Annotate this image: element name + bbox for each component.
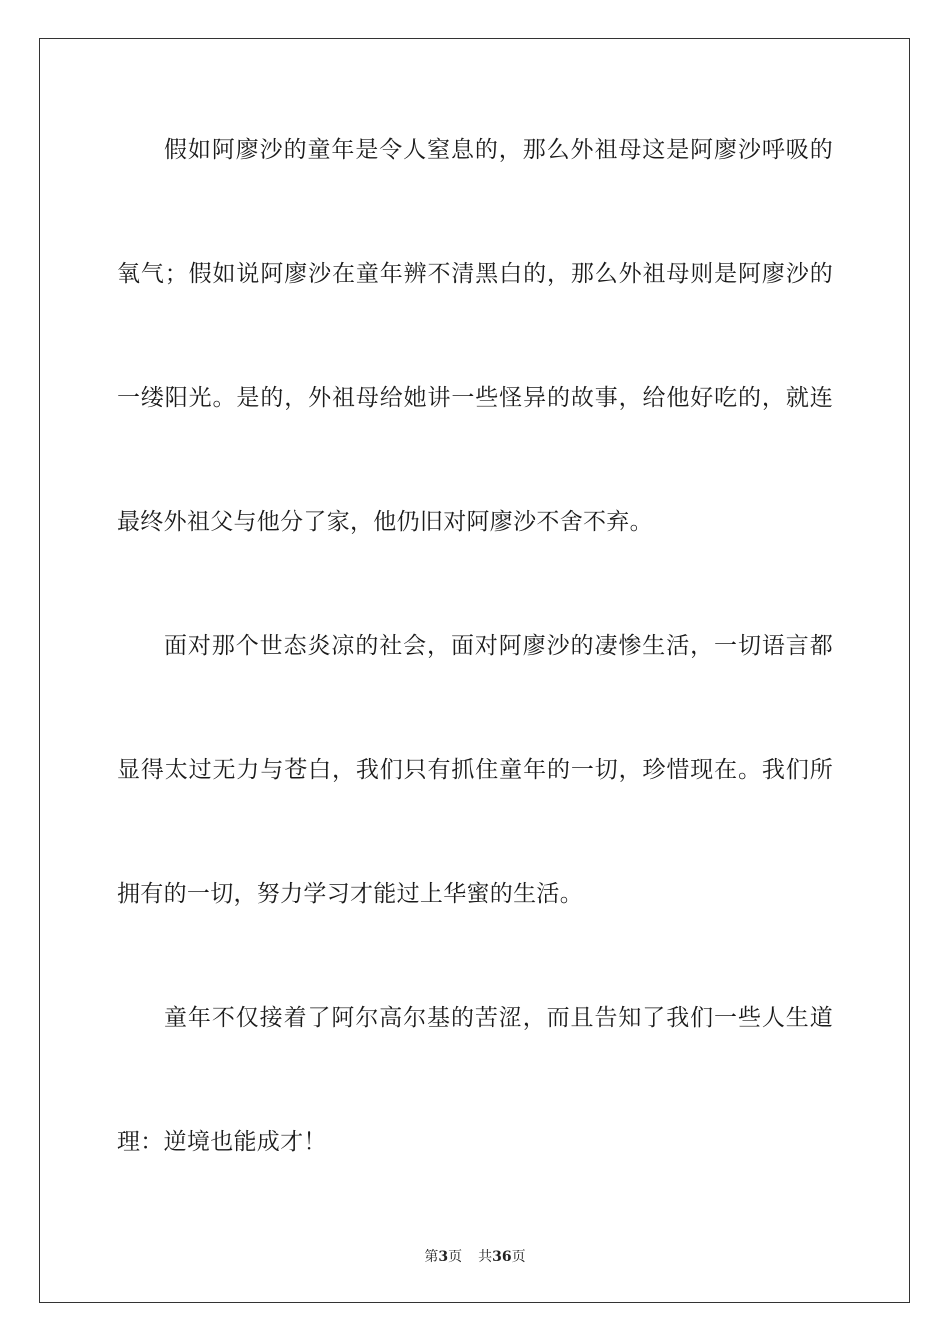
document-body xyxy=(117,125,833,1241)
page-footer xyxy=(0,1246,950,1266)
page-suffix: 页 xyxy=(448,1249,463,1265)
total-suffix: 页 xyxy=(511,1249,526,1265)
paragraph-1-line-4: 最终外祖父与他分了家，他仍旧对阿廖沙不舍不弃。 xyxy=(117,509,653,535)
paragraph-2-line-3: 拥有的一切，努力学习才能过上华蜜的生活。 xyxy=(117,881,583,907)
paragraph-2-line-1: 面对那个世态炎凉的社会，面对阿廖沙的凄惨生活，一切语言都 xyxy=(164,633,833,659)
total-prefix: 共 xyxy=(478,1249,493,1265)
paragraph-1-line-3: 一缕阳光。是的，外祖母给她讲一些怪异的故事，给他好吃的，就连 xyxy=(117,385,833,411)
paragraph-3-line-1: 童年不仅接着了阿尔高尔基的苦涩，而且告知了我们一些人生道 xyxy=(164,1005,833,1031)
paragraph-1-line-2: 氧气；假如说阿廖沙在童年辨不清黑白的，那么外祖母则是阿廖沙的 xyxy=(117,261,833,287)
total-pages: 36 xyxy=(492,1249,512,1265)
paragraph-1-line-1: 假如阿廖沙的童年是令人窒息的，那么外祖母这是阿廖沙呼吸的 xyxy=(164,137,833,163)
page-number: 3 xyxy=(438,1249,449,1265)
paragraph-3-line-2: 理：逆境也能成才！ xyxy=(117,1129,327,1155)
page-prefix: 第 xyxy=(424,1249,439,1265)
paragraph-2-line-2: 显得太过无力与苍白，我们只有抓住童年的一切，珍惜现在。我们所 xyxy=(117,757,833,783)
